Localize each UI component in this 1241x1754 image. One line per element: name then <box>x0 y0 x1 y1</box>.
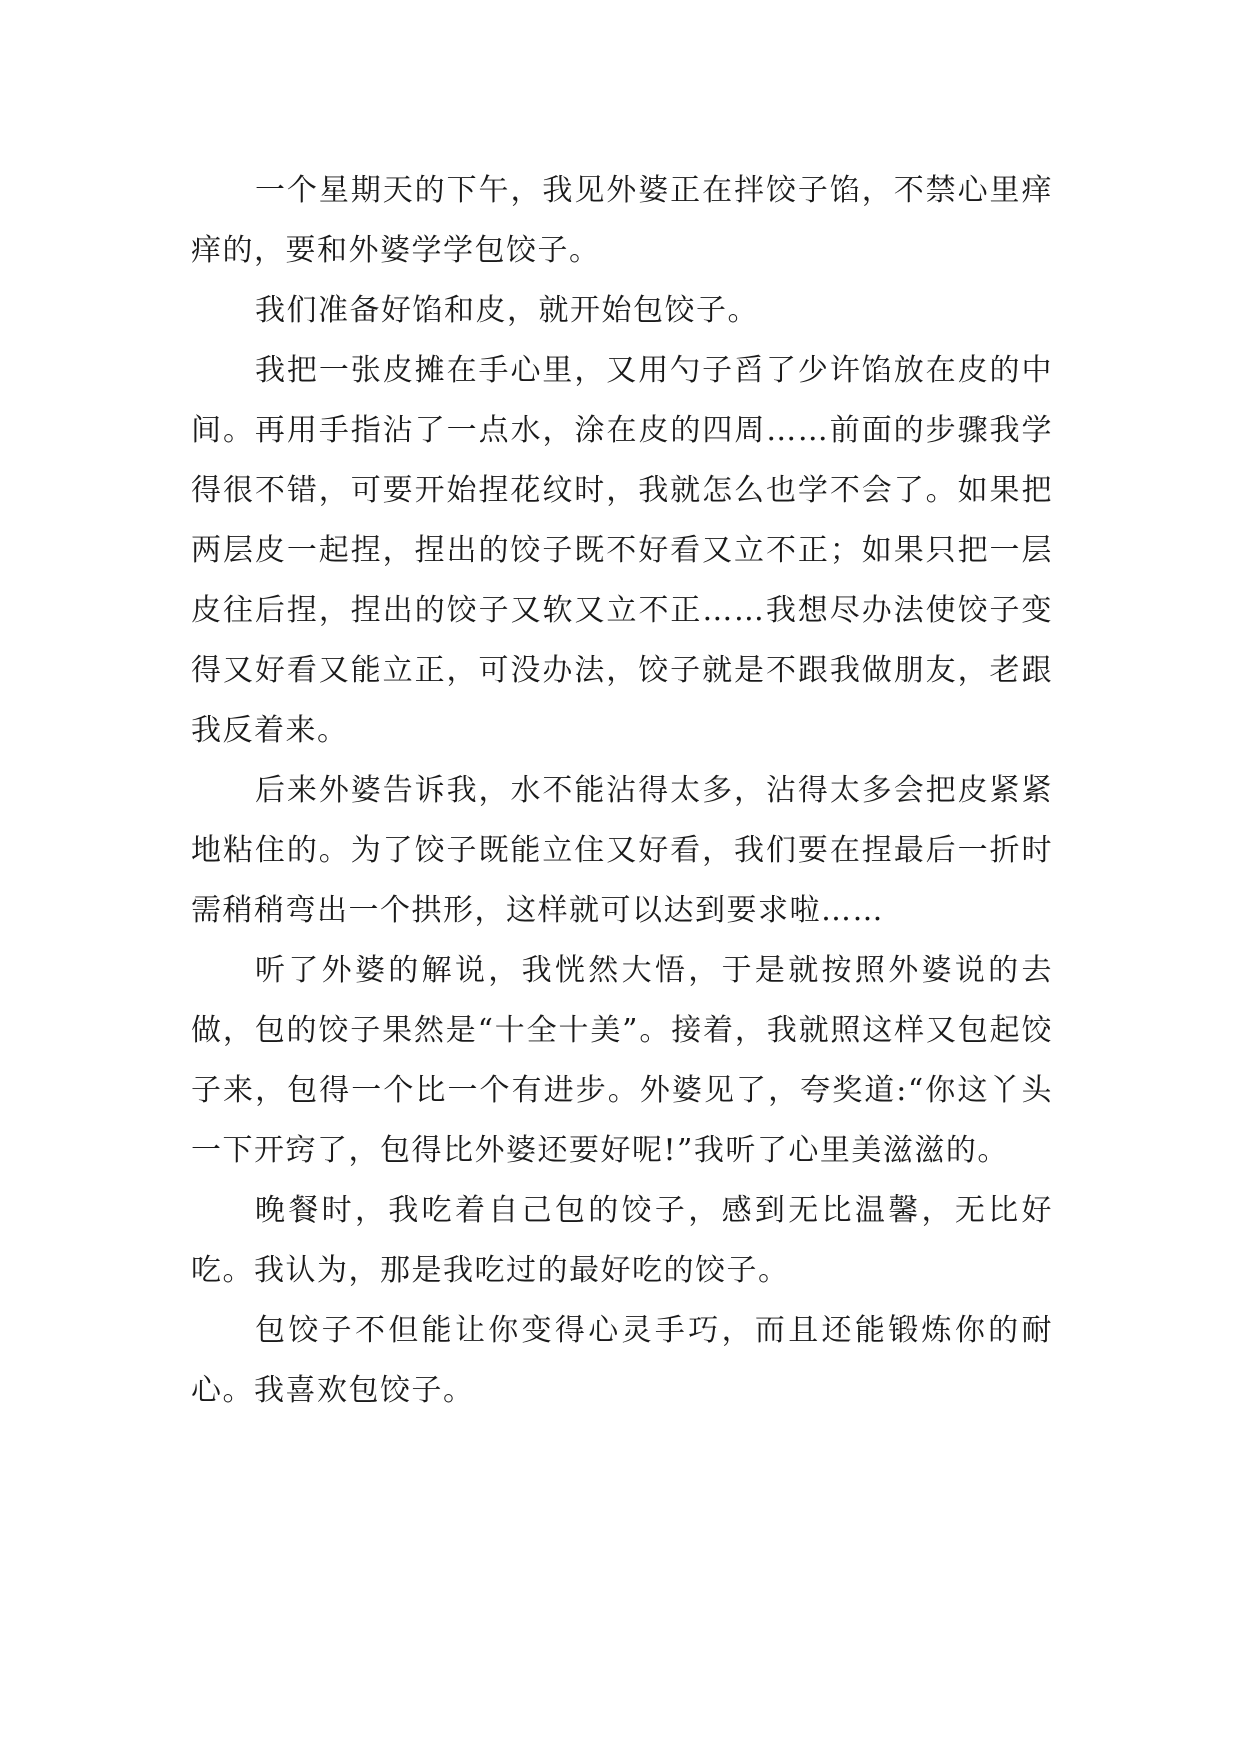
paragraph: 包饺子不但能让你变得心灵手巧，而且还能锻炼你的耐心。我喜欢包饺子。 <box>191 1313 1053 1408</box>
paragraph: 后来外婆告诉我，水不能沾得太多，沾得太多会把皮紧紧地粘住的。为了饺子既能立住又好看，我们要在捏最后一折时需稍稍弯出一个拱形，这样就可以达到要求啦…… <box>191 773 1053 928</box>
paragraph: 听了外婆的解说，我恍然大悟，于是就按照外婆说的去做，包的饺子果然是“十全十美”。接着，我就照这样又包起饺子来，包得一个比一个有进步。外婆见了，夸奖道:“你这丫头一下开窍了，包得比外婆还要好呢!”我听了心里美滋滋的。 <box>191 953 1053 1168</box>
document-body <box>191 161 1053 1421</box>
paragraph: 一个星期天的下午，我见外婆正在拌饺子馅，不禁心里痒痒的，要和外婆学学包饺子。 <box>191 173 1053 268</box>
paragraph: 晚餐时，我吃着自己包的饺子，感到无比温馨，无比好吃。我认为，那是我吃过的最好吃的饺子。 <box>191 1193 1053 1288</box>
paragraph: 我把一张皮摊在手心里，又用勺子舀了少许馅放在皮的中间。再用手指沾了一点水，涂在皮的四周……前面的步骤我学得很不错，可要开始捏花纹时，我就怎么也学不会了。如果把两层皮一起捏，捏出的饺子既不好看又立不正；如果只把一层皮往后捏，捏出的饺子又软又立不正……我想尽办法使饺子变得又好看又能立正，可没办法，饺子就是不跟我做朋友，老跟我反着来。 <box>191 353 1053 748</box>
paragraph: 我们准备好馅和皮，就开始包饺子。 <box>255 293 759 328</box>
